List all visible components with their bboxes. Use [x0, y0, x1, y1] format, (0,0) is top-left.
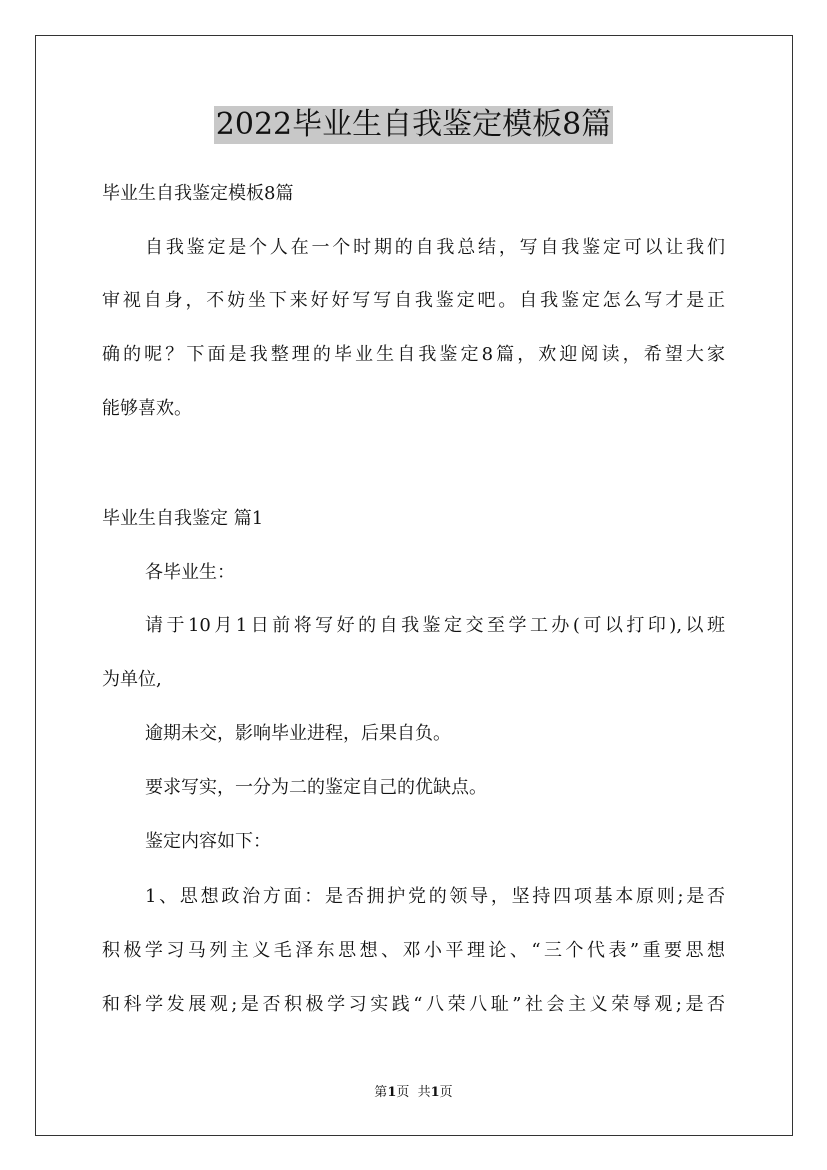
page-footer	[0, 1085, 827, 1101]
footer-suffix: 页	[439, 1085, 453, 1100]
salutation-line: 各毕业生：	[145, 562, 235, 583]
body-line-4: 要求写实，一分为二的鉴定自己的优缺点。	[145, 777, 487, 798]
body-line-8: 和科学发展观;是否积极学习实践“八荣八耻”社会主义荣辱观;是否	[102, 994, 725, 1015]
body-line-1: 请于10月1日前将写好的自我鉴定交至学工办(可以打印),以班	[145, 615, 725, 636]
subtitle-line: 毕业生自我鉴定模板8篇	[102, 183, 294, 204]
body-line-3: 逾期未交，影响毕业进程，后果自负。	[145, 723, 451, 744]
body-line-2: 为单位,	[102, 669, 162, 690]
footer-page-number: 1	[387, 1085, 397, 1100]
body-line-5: 鉴定内容如下：	[145, 831, 271, 852]
intro-line-4: 能够喜欢。	[102, 398, 192, 419]
footer-prefix: 第	[374, 1085, 388, 1100]
footer-middle: 页 共	[396, 1085, 431, 1100]
intro-line-1: 自我鉴定是个人在一个时期的自我总结，写自我鉴定可以让我们	[145, 237, 725, 258]
body-line-7: 积极学习马列主义毛泽东思想、邓小平理论、“三个代表”重要思想	[102, 940, 725, 961]
document-title-text: 2022毕业生自我鉴定模板8篇	[215, 107, 612, 142]
intro-line-3: 确的呢？下面是我整理的毕业生自我鉴定8篇，欢迎阅读，希望大家	[102, 344, 725, 365]
section-heading: 毕业生自我鉴定 篇1	[102, 508, 264, 529]
body-line-6: 1、思想政治方面：是否拥护党的领导，坚持四项基本原则;是否	[145, 886, 725, 907]
document-title	[0, 104, 827, 144]
footer-total-pages: 1	[430, 1085, 440, 1100]
intro-line-2: 审视自身，不妨坐下来好好写写自我鉴定吧。自我鉴定怎么写才是正	[102, 290, 725, 311]
